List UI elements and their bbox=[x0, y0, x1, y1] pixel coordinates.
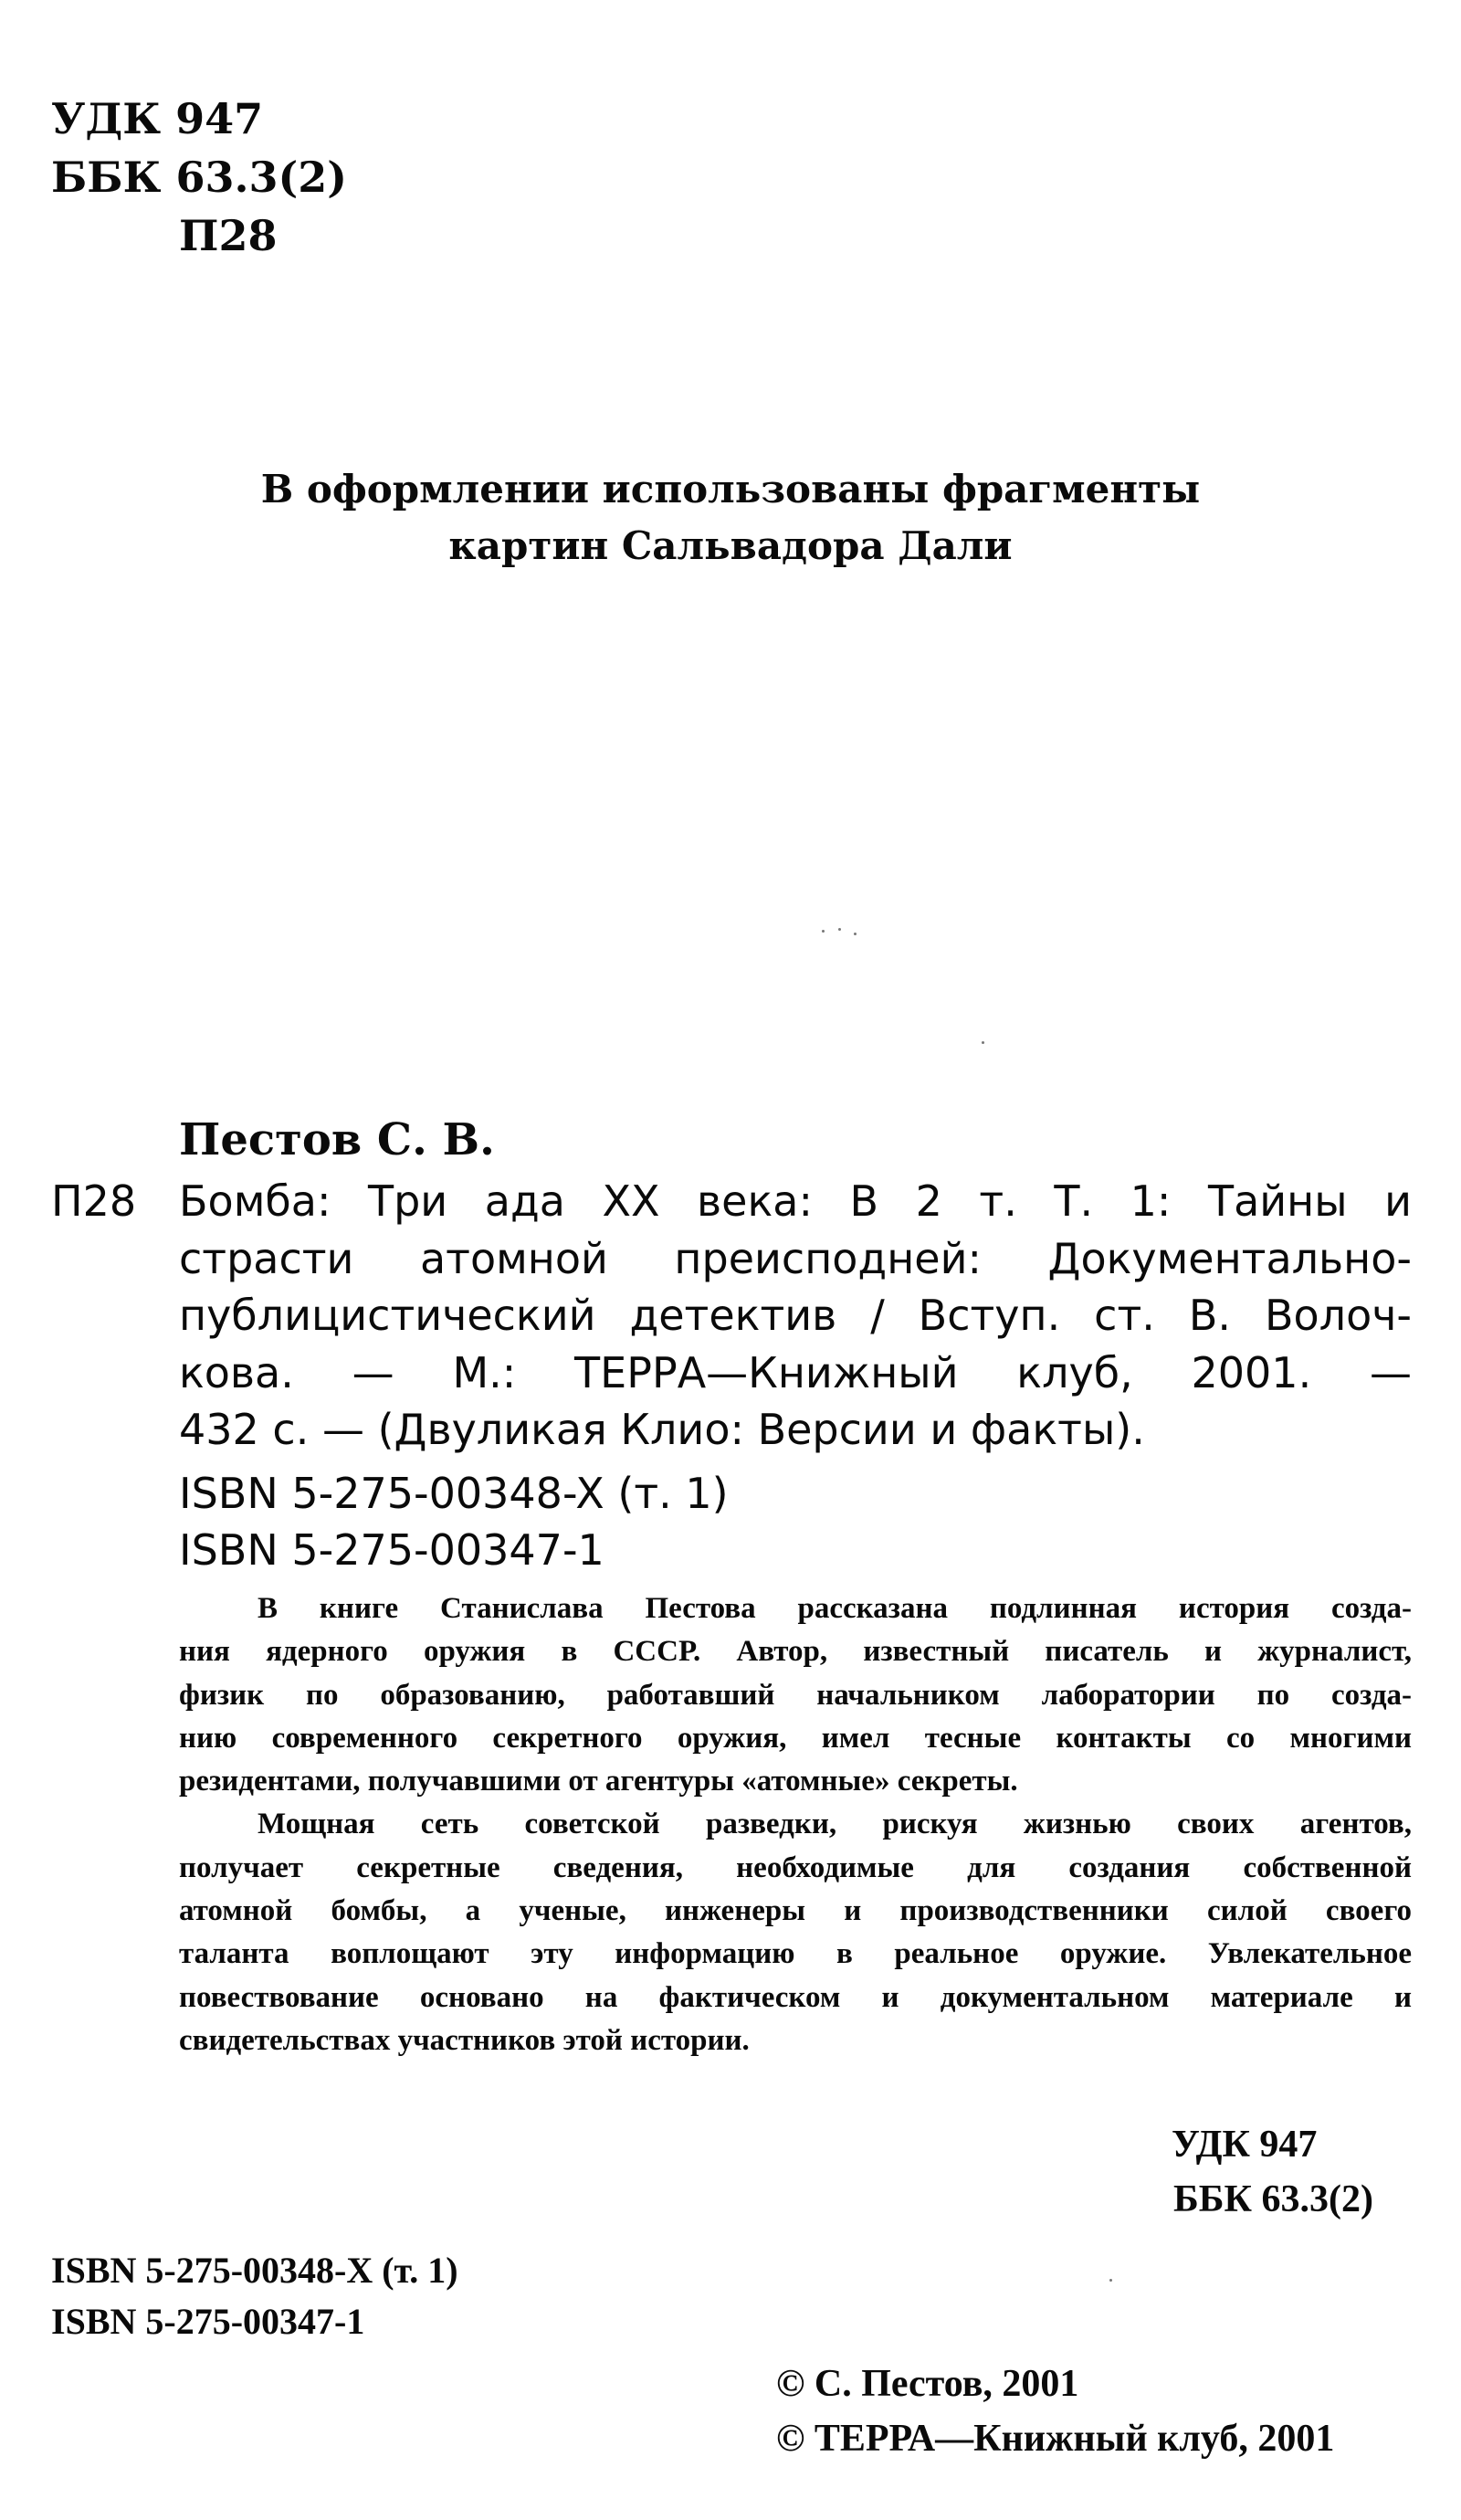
bottom-isbn-block bbox=[51, 2245, 458, 2347]
card-description-line: кова. — М.: ТЕРРА—Книжный клуб, 2001. — bbox=[179, 1347, 1412, 1397]
card-description-line: публицистический детектив / Вступ. ст. В. Волоч- bbox=[179, 1291, 1412, 1340]
print-speck bbox=[838, 928, 841, 931]
card-isbn-volume: ISBN 5-275-00348-X (т. 1) bbox=[179, 1469, 729, 1518]
classification-block bbox=[51, 90, 347, 265]
annotation-line: ния ядерного оружия в СССР. Автор, известный писатель и журналист, bbox=[179, 1635, 1412, 1669]
design-note-line: картин Сальвадора Дали bbox=[448, 523, 1013, 568]
design-note-line: В оформлении использованы фрагменты bbox=[260, 467, 1201, 511]
bottom-isbn-volume: ISBN 5-275-00348-X (т. 1) bbox=[51, 2250, 458, 2291]
annotation-line: Мощная сеть советской разведки, рискуя жизнью своих агентов, bbox=[258, 1808, 1412, 1841]
annotation-line: резидентами, получавшими от агентуры «атомные» секреты. bbox=[179, 1765, 1018, 1798]
bottom-udk-code: УДК 947 bbox=[1172, 2124, 1318, 2166]
card-isbn-block bbox=[179, 1465, 729, 1578]
card-description-line: 432 с. — (Двуликая Клио: Версии и факты). bbox=[179, 1405, 1145, 1454]
card-description-line: страсти атомной преисподней: Документально- bbox=[179, 1233, 1412, 1283]
card-author-mark: П28 bbox=[51, 1176, 137, 1226]
copyright-author: © С. Пестов, 2001 bbox=[776, 2363, 1079, 2405]
print-speck bbox=[854, 933, 857, 935]
card-description bbox=[179, 1173, 1412, 1459]
copyright-publisher: © ТЕРРА—Книжный клуб, 2001 bbox=[776, 2418, 1335, 2460]
card-isbn-set: ISBN 5-275-00347-1 bbox=[179, 1525, 604, 1575]
copyright-block bbox=[776, 2357, 1334, 2466]
annotation-line: свидетельствах участников этой истории. bbox=[179, 2023, 750, 2057]
annotation-line: получает секретные сведения, необходимые для создания собственной bbox=[179, 1850, 1412, 1884]
print-speck bbox=[822, 930, 825, 933]
annotation-line: нию современного секретного оружия, имел тесные контакты со многими bbox=[179, 1721, 1412, 1755]
bottom-bbk-code: ББК 63.3(2) bbox=[1173, 2178, 1373, 2220]
card-author: Пестов С. В. bbox=[179, 1114, 495, 1165]
annotation-line: В книге Станислава Пестова рассказана подлинная история созда- bbox=[258, 1592, 1412, 1625]
author-mark: П28 bbox=[179, 211, 278, 260]
annotation-line: атомной бомбы, а ученые, инженеры и производственники силой своего bbox=[179, 1894, 1412, 1928]
annotation bbox=[179, 1587, 1412, 2062]
print-speck bbox=[1109, 2279, 1112, 2282]
bottom-isbn-set: ISBN 5-275-00347-1 bbox=[51, 2301, 365, 2342]
udk-code: УДК 947 bbox=[51, 94, 264, 143]
annotation-line: физик по образованию, работавший начальником лаборатории по созда- bbox=[179, 1678, 1412, 1712]
bbk-code: ББК 63.3(2) bbox=[51, 153, 348, 202]
design-note bbox=[0, 461, 1461, 575]
card-description-line: Бомба: Три ада XX века: В 2 т. Т. 1: Тайны и bbox=[179, 1176, 1412, 1226]
annotation-line: повествование основано на фактическом и документальном материале и bbox=[179, 1980, 1412, 2014]
bottom-classification bbox=[1172, 2117, 1373, 2227]
annotation-line: таланта воплощают эту информацию в реальное оружие. Увлекательное bbox=[179, 1937, 1412, 1971]
print-speck bbox=[982, 1041, 984, 1044]
